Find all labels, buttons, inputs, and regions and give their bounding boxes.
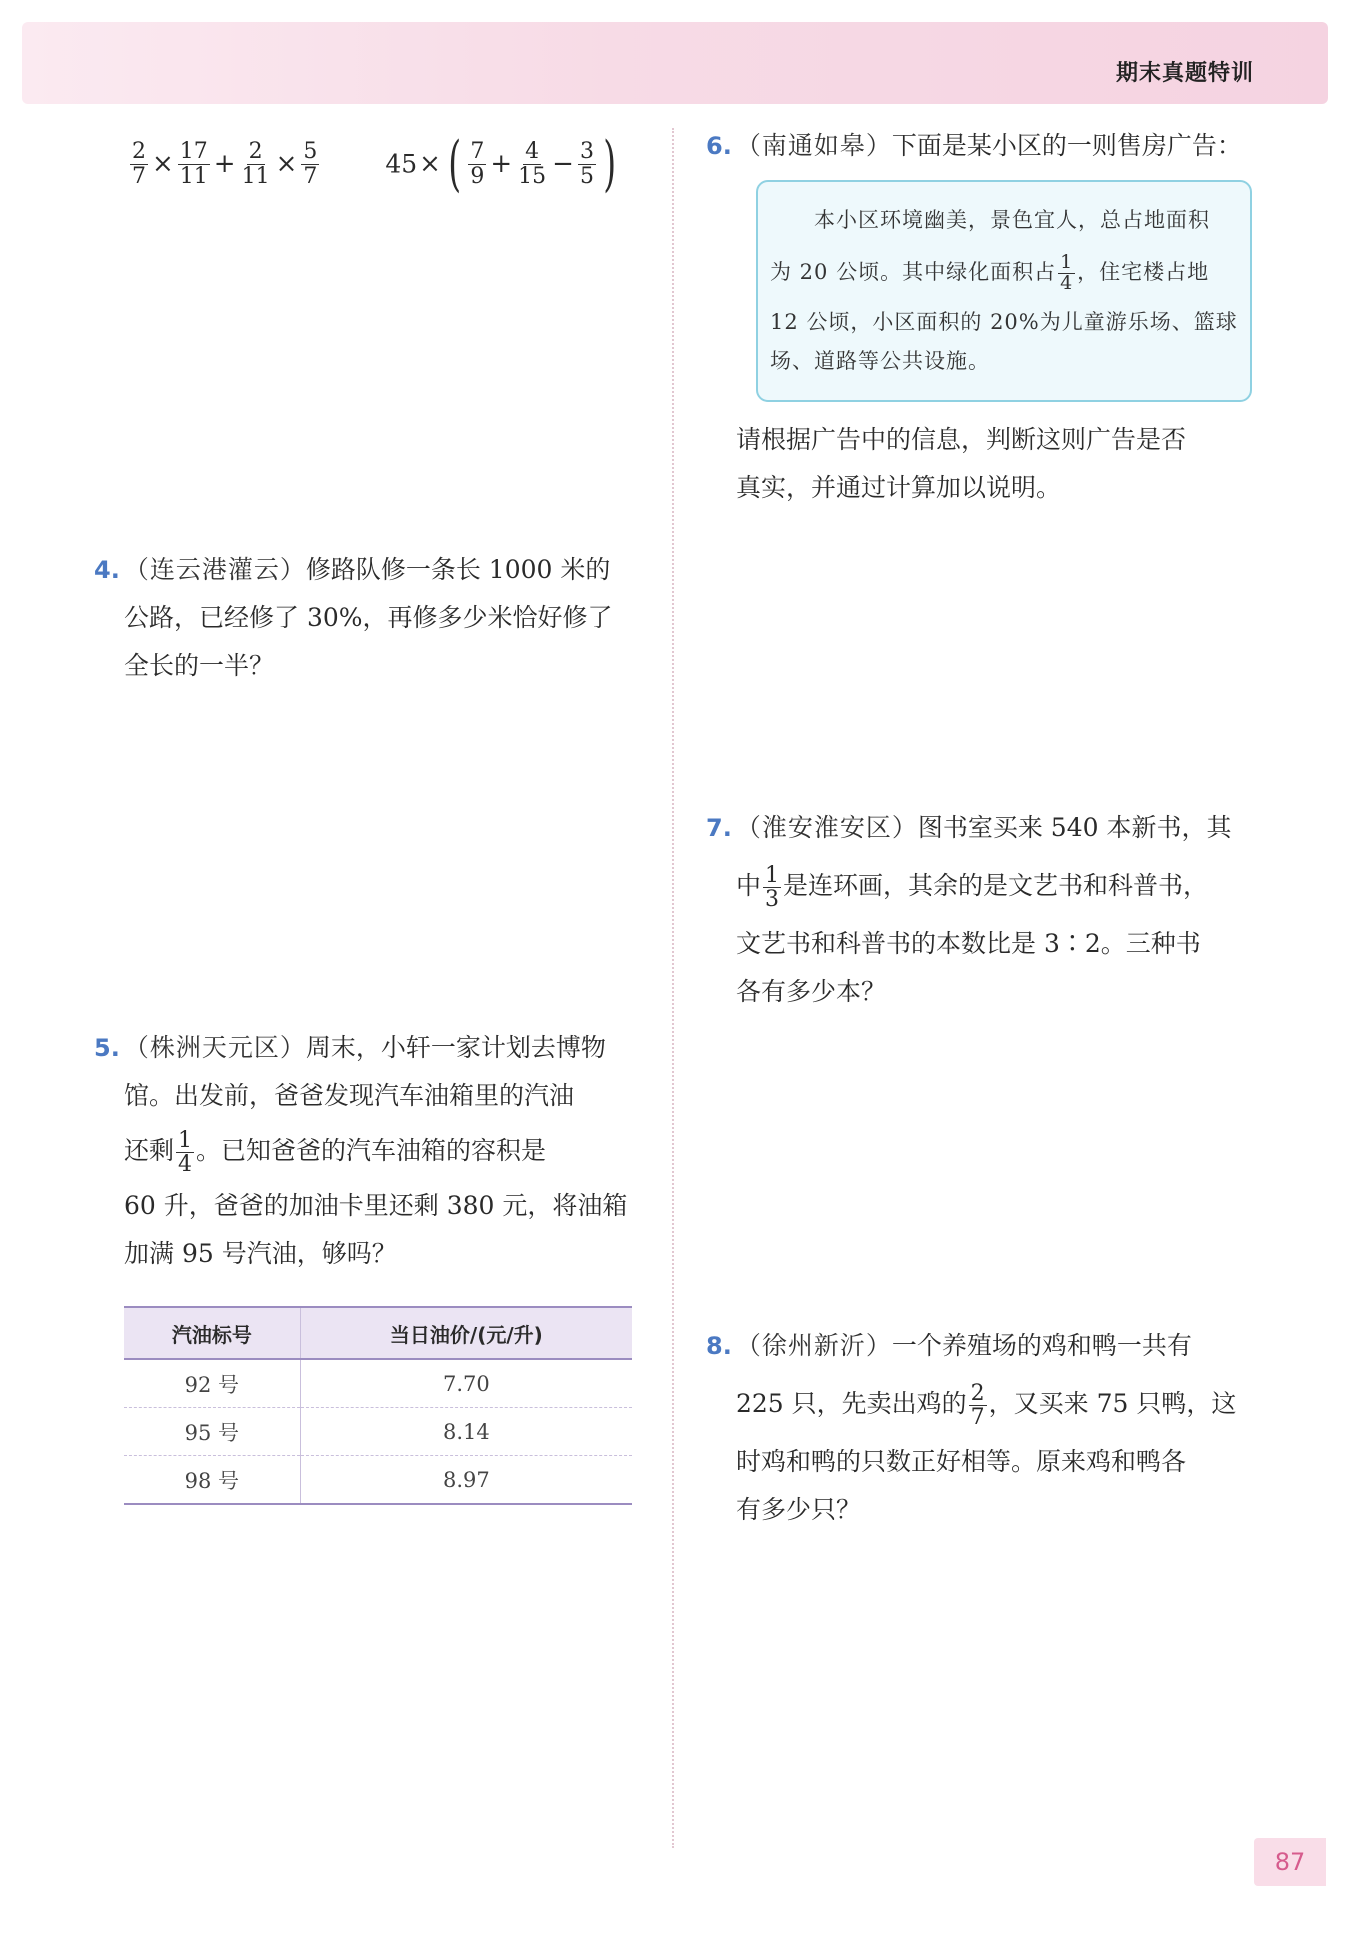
question-source: （淮安淮安区）: [735, 813, 918, 842]
fraction: $\frac{2}{7}$: [132, 139, 146, 189]
question-6: 6. （南通如皋）下面是某小区的一则售房广告：: [706, 131, 1242, 160]
table-row: 95 号 8.14: [124, 1408, 632, 1456]
table-header: 汽油标号: [124, 1307, 300, 1359]
question-number: 8.: [706, 1332, 732, 1360]
fraction: $\frac{1}{3}$: [765, 862, 780, 912]
question-8: 8. （徐州新沂）一个养殖场的鸡和鸭一共有 225 只，先卖出鸡的 $\frac{2}{7}$ ，又买来 75 只鸭，这 时鸡和鸭的只数正好相等。原来鸡和鸭各 有多少只？: [706, 1331, 1237, 1524]
question-number: 7.: [706, 814, 732, 842]
expression-2: 45× ( $\frac{7}{9}$ + $\frac{4}{15}$ − $\frac{3}{5}$ ): [385, 129, 617, 199]
question-source: （徐州新沂）: [735, 1331, 892, 1360]
table-header-row: [124, 1307, 632, 1359]
question-source: （株洲天元区）: [123, 1033, 306, 1062]
question-4: 4. （连云港灌云）修路队修一条长 1000 米的 公路，已经修了 30%，再修多少米恰好修了 全长的一半？: [94, 555, 613, 680]
q3-expressions: [128, 129, 648, 199]
question-number: 6.: [706, 132, 732, 160]
table-row: 92 号 7.70: [124, 1359, 632, 1408]
question-number: 4.: [94, 556, 120, 584]
question-number: 5.: [94, 1034, 120, 1062]
fraction: $\frac{7}{9}$: [470, 139, 485, 189]
question-5: 5. （株洲天元区）周末，小轩一家计划去博物 馆。出发前，爸爸发现汽车油箱里的汽油 还剩 $\frac{1}{4}$ 。已知爸爸的汽车油箱的容积是 60 升，爸爸的加油卡里还剩 380 元，将油箱 加满 95 号汽油，够吗？: [94, 1033, 628, 1268]
question-6-body: 请根据广告中的信息，判断这则广告是否 真实，并通过计算加以说明。: [736, 425, 1187, 502]
question-source: （南通如皋）: [735, 131, 892, 160]
fraction: $\frac{1}{4}$: [178, 1127, 193, 1177]
fraction: $\frac{2}{11}$: [241, 139, 270, 189]
fraction: $\frac{5}{7}$: [303, 139, 318, 189]
page-number: 87: [1254, 1838, 1326, 1886]
page-header-title: 期末真题特训: [1115, 61, 1254, 86]
gas-price-table: [124, 1306, 632, 1505]
question-7: 7. （淮安淮安区）图书室买来 540 本新书，其 中 $\frac{1}{3}$ 是连环画，其余的是文艺书和科普书， 文艺书和科普书的本数比是 3∶2。三种书 各有多少本？: [706, 813, 1232, 1006]
fraction: $\frac{17}{11}$: [179, 139, 208, 189]
housing-ad-box: 本小区环境幽美，景色宜人，总占地面积 为 20 公顷。其中绿化面积占 $\frac{1}{4}$ ，住宅楼占地 12 公顷，小区面积的 20%为儿童游乐场、篮球 场、道路等公共设施。: [756, 180, 1252, 402]
fraction: $\frac{4}{15}$: [518, 139, 547, 189]
expression-1: $\frac{2}{7}$ × $\frac{17}{11}$ + $\frac{2}{11}$ × $\frac{5}{7}$: [132, 139, 318, 189]
table-header: 当日油价/(元/升): [300, 1307, 632, 1359]
column-divider: [672, 128, 674, 1848]
question-source: （连云港灌云）: [123, 555, 306, 584]
fraction: $\frac{1}{4}$: [1060, 251, 1074, 294]
fraction: $\frac{3}{5}$: [579, 139, 594, 189]
table-row: 98 号 8.97: [124, 1456, 632, 1505]
fraction: $\frac{2}{7}$: [970, 1380, 985, 1430]
